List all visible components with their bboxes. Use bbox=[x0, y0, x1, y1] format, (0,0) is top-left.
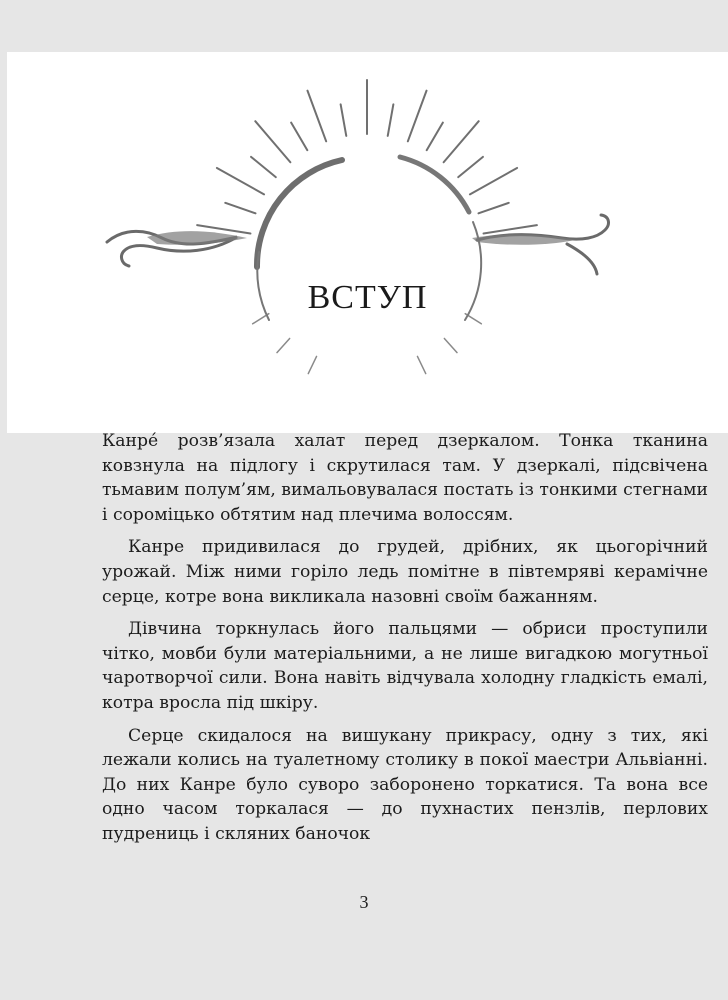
paragraph: Серце скидалося на вишукану прикрасу, одну з тих, які лежали колись на туалетному столику в покої маестри Альвіанні. До них Канре було суворо заборонено торкатися. Та вона все одно часом торкалася — до пухнастих пензлів, перлових пудрениць і скляних баночок bbox=[102, 725, 708, 844]
sun-arc-left bbox=[257, 160, 342, 267]
sun-rays bbox=[197, 80, 537, 374]
chapter-title: ВСТУП bbox=[307, 279, 428, 316]
sun-ray bbox=[478, 203, 508, 213]
sun-ray bbox=[307, 91, 326, 142]
sun-ray bbox=[225, 203, 255, 213]
sun-ray bbox=[484, 225, 537, 233]
body-text bbox=[102, 429, 708, 847]
sun-ray bbox=[427, 123, 443, 151]
sunburst-ornament-icon bbox=[7, 52, 728, 433]
sun-ray-lower bbox=[417, 356, 425, 373]
left-swash-fill bbox=[147, 231, 247, 245]
paragraph: Канре придивилася до грудей, дрібних, як цьогорічний урожай. Між ними горіло ледь помітне в півтемряві керамічне серце, котре вона викликала назовні своїм бажанням. bbox=[102, 537, 708, 607]
sun-ray bbox=[255, 121, 290, 162]
sun-ray bbox=[458, 157, 483, 177]
sun-ray bbox=[470, 168, 517, 194]
paragraph: Дівчина торкнулась його пальцями — обриси проступили чітко, мовби були матеріальними, а не лише вигадкою могутньої чаротворчої сили. Вона навіть відчувала холодну гладкість емалі, котра вросла під шкіру. bbox=[102, 619, 708, 713]
sun-ray bbox=[444, 121, 479, 162]
sun-ray bbox=[217, 168, 264, 194]
right-swash bbox=[477, 215, 608, 274]
sun-ray bbox=[291, 123, 307, 151]
chapter-header-panel bbox=[7, 52, 728, 433]
page-number: 3 bbox=[359, 892, 369, 912]
sun-ray bbox=[388, 104, 394, 136]
sun-ray bbox=[341, 104, 347, 136]
right-swash-fill bbox=[472, 234, 575, 244]
sun-ray bbox=[251, 157, 276, 177]
sun-ray bbox=[408, 91, 427, 142]
sun-ray-lower bbox=[277, 338, 290, 352]
sun-ray-lower bbox=[444, 338, 457, 352]
sun-ray-lower bbox=[308, 356, 316, 373]
paragraph: Канре́ розв’язала халат перед дзеркалом. Тонка тканина ковзнула на підлогу і скрутилася там. У дзеркалі, підсвічена тьмавим полум’ям, вимальовувалася постать із тонкими стегнами і сороміцько обтятим над плечима волоссям. bbox=[102, 431, 708, 525]
sun-arc-right bbox=[400, 157, 469, 212]
